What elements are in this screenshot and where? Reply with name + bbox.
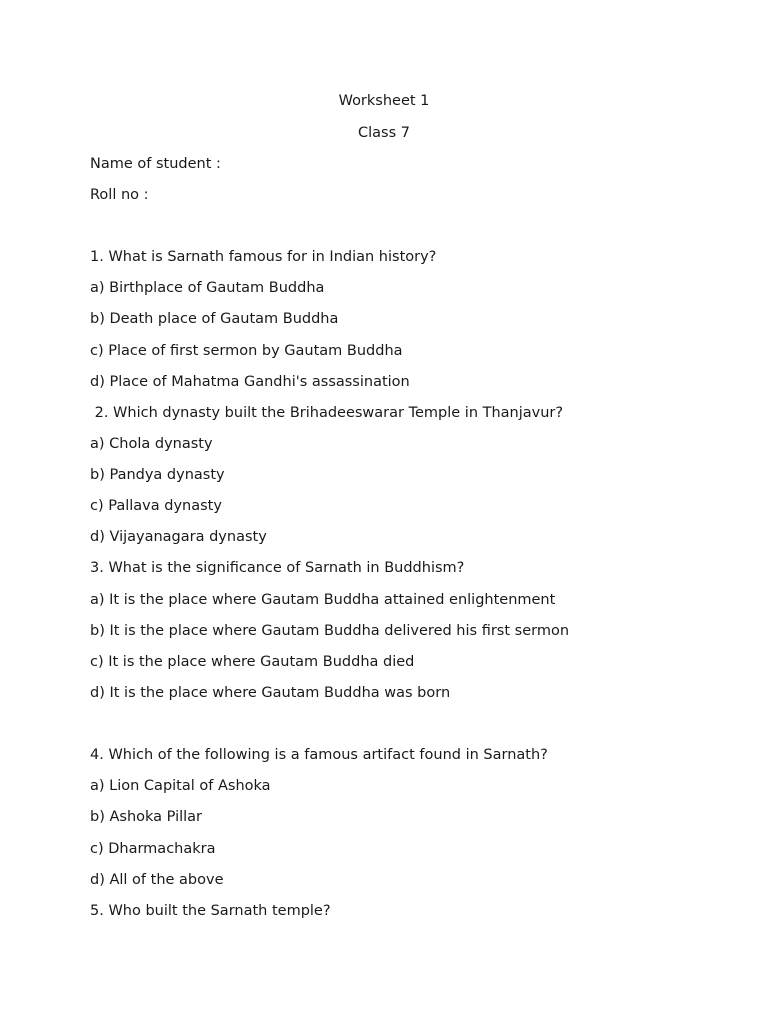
question-4-option-b: b) Ashoka Pillar [90, 809, 202, 825]
question-1-option-c: c) Place of first sermon by Gautam Buddha [90, 343, 403, 359]
question-3: 3. What is the significance of Sarnath in Buddhism? [90, 560, 465, 576]
class-label: Class 7 [358, 125, 410, 141]
question-4-option-c: c) Dharmachakra [90, 841, 216, 857]
worksheet-title: Worksheet 1 [338, 93, 430, 109]
question-1-option-b: b) Death place of Gautam Buddha [90, 311, 339, 327]
question-3-option-a: a) It is the place where Gautam Buddha attained enlightenment [90, 592, 556, 608]
question-3-option-d: d) It is the place where Gautam Buddha was born [90, 685, 451, 701]
question-2-option-d: d) Vijayanagara dynasty [90, 529, 267, 545]
question-1: 1. What is Sarnath famous for in Indian history? [90, 249, 437, 265]
question-2-option-c: c) Pallava dynasty [90, 498, 222, 514]
question-4: 4. Which of the following is a famous artifact found in Sarnath? [90, 747, 548, 763]
question-2-option-a: a) Chola dynasty [90, 436, 213, 452]
question-2-option-b: b) Pandya dynasty [90, 467, 225, 483]
roll-number-label: Roll no : [90, 187, 149, 203]
student-name-label: Name of student : [90, 156, 221, 172]
question-2: 2. Which dynasty built the Brihadeeswarar Temple in Thanjavur? [90, 405, 564, 421]
question-1-option-d: d) Place of Mahatma Gandhi's assassination [90, 374, 410, 390]
question-1-option-a: a) Birthplace of Gautam Buddha [90, 280, 325, 296]
question-4-option-d: d) All of the above [90, 872, 224, 888]
question-3-option-b: b) It is the place where Gautam Buddha delivered his first sermon [90, 623, 570, 639]
question-3-option-c: c) It is the place where Gautam Buddha died [90, 654, 415, 670]
question-4-option-a: a) Lion Capital of Ashoka [90, 778, 271, 794]
question-5: 5. Who built the Sarnath temple? [90, 903, 331, 919]
